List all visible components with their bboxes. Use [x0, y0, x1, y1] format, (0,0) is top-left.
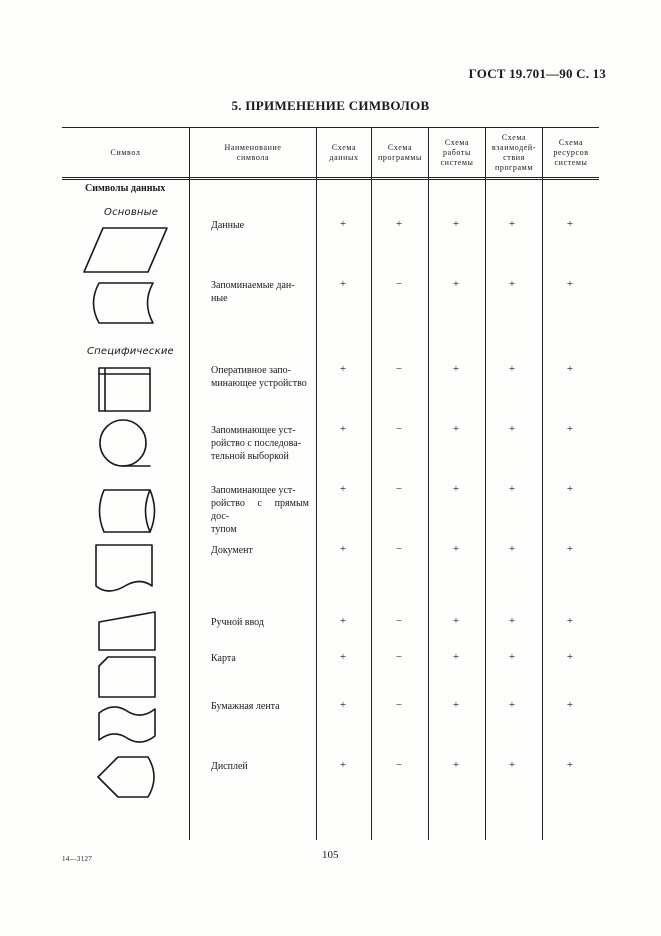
symbol-name-cell: Оперативное запо- минающее устройство: [211, 365, 307, 389]
applicability-mark: +: [508, 615, 516, 627]
applicability-mark: +: [566, 423, 574, 435]
symbol-name-cell: Запоминающее уст- ройство с последова- тельной выборкой: [211, 425, 302, 462]
manual-input-icon: [99, 612, 155, 650]
section-label: Символы данных: [85, 183, 166, 194]
applicability-mark: +: [566, 759, 574, 771]
direct-access-storage-icon: [100, 490, 155, 532]
applicability-mark: +: [339, 423, 347, 435]
applicability-mark: +: [508, 699, 516, 711]
symbol-name-cell: Запоминающее уст- ройство с прямым дос- тупом: [211, 485, 309, 535]
document-icon: [96, 545, 152, 591]
applicability-mark: +: [566, 278, 574, 290]
applicability-mark: +: [339, 699, 347, 711]
applicability-mark: +: [566, 699, 574, 711]
applicability-mark: +: [452, 218, 460, 230]
applicability-mark: +: [452, 423, 460, 435]
symbol-name-cell: Данные: [211, 220, 245, 231]
applicability-mark: +: [566, 615, 574, 627]
applicability-mark: −: [395, 278, 403, 290]
symbol-name-cell: Бумажная лента: [211, 701, 280, 712]
applicability-mark: +: [508, 543, 516, 555]
applicability-mark: +: [452, 615, 460, 627]
punched-tape-icon: [99, 707, 155, 742]
stored-data-icon: [94, 283, 154, 323]
applicability-mark: +: [452, 483, 460, 495]
applicability-mark: +: [339, 615, 347, 627]
parallelogram-icon: [84, 228, 167, 272]
card-icon: [99, 657, 155, 697]
applicability-mark: +: [339, 363, 347, 375]
applicability-mark: +: [566, 363, 574, 375]
applicability-mark: −: [395, 423, 403, 435]
applicability-mark: −: [395, 759, 403, 771]
applicability-mark: −: [395, 483, 403, 495]
display-icon: [98, 757, 154, 797]
applicability-mark: +: [339, 278, 347, 290]
page-number: 105: [322, 849, 339, 861]
column-header-symbol: Символ: [110, 148, 141, 157]
column-header-system-chart: Схема работы системы: [440, 138, 474, 167]
applicability-mark: +: [452, 363, 460, 375]
applicability-mark: +: [508, 218, 516, 230]
group-label-basic: Основные: [104, 207, 159, 218]
applicability-mark: +: [339, 218, 347, 230]
applicability-mark: +: [452, 278, 460, 290]
symbol-name-cell: Дисплей: [211, 761, 248, 772]
applicability-mark: +: [508, 759, 516, 771]
applicability-mark: +: [508, 363, 516, 375]
symbol-name-cell: Ручной ввод: [211, 617, 264, 628]
applicability-mark: +: [566, 543, 574, 555]
document-reference: ГОСТ 19.701—90 С. 13: [468, 66, 606, 81]
column-header-data-chart: Схема данных: [329, 143, 359, 162]
applicability-mark: +: [452, 699, 460, 711]
applicability-mark: +: [508, 423, 516, 435]
applicability-mark: +: [339, 543, 347, 555]
print-code: 14—3127: [62, 855, 93, 863]
applicability-mark: +: [508, 278, 516, 290]
column-header-program-chart: Схема программы: [377, 143, 422, 162]
applicability-mark: +: [508, 651, 516, 663]
applicability-mark: +: [339, 759, 347, 771]
column-header-resources-chart: Схема ресурсов системы: [553, 138, 589, 167]
applicability-mark: −: [395, 363, 403, 375]
applicability-mark: +: [566, 483, 574, 495]
applicability-mark: +: [339, 651, 347, 663]
section-title: 5. ПРИМЕНЕНИЕ СИМВОЛОВ: [231, 98, 430, 113]
applicability-mark: +: [339, 483, 347, 495]
column-header-interaction-chart: Схема взаимодей- ствия программ: [491, 133, 537, 172]
applicability-mark: +: [452, 651, 460, 663]
applicability-mark: +: [452, 759, 460, 771]
internal-storage-icon: [99, 368, 150, 411]
applicability-mark: +: [395, 218, 403, 230]
applicability-mark: +: [566, 651, 574, 663]
group-label-specific: Специфические: [87, 346, 174, 357]
applicability-mark: −: [395, 699, 403, 711]
applicability-mark: +: [452, 543, 460, 555]
applicability-mark: +: [508, 483, 516, 495]
sequential-storage-icon: [100, 420, 150, 466]
symbol-name-cell: Документ: [211, 545, 253, 556]
applicability-mark: −: [395, 651, 403, 663]
applicability-mark: +: [566, 218, 574, 230]
applicability-mark: −: [395, 543, 403, 555]
symbol-name-cell: Карта: [211, 653, 236, 664]
applicability-mark: −: [395, 615, 403, 627]
column-header-name: Наименование символа: [224, 143, 282, 162]
symbol-name-cell: Запоминаемые дан- ные: [211, 280, 295, 304]
